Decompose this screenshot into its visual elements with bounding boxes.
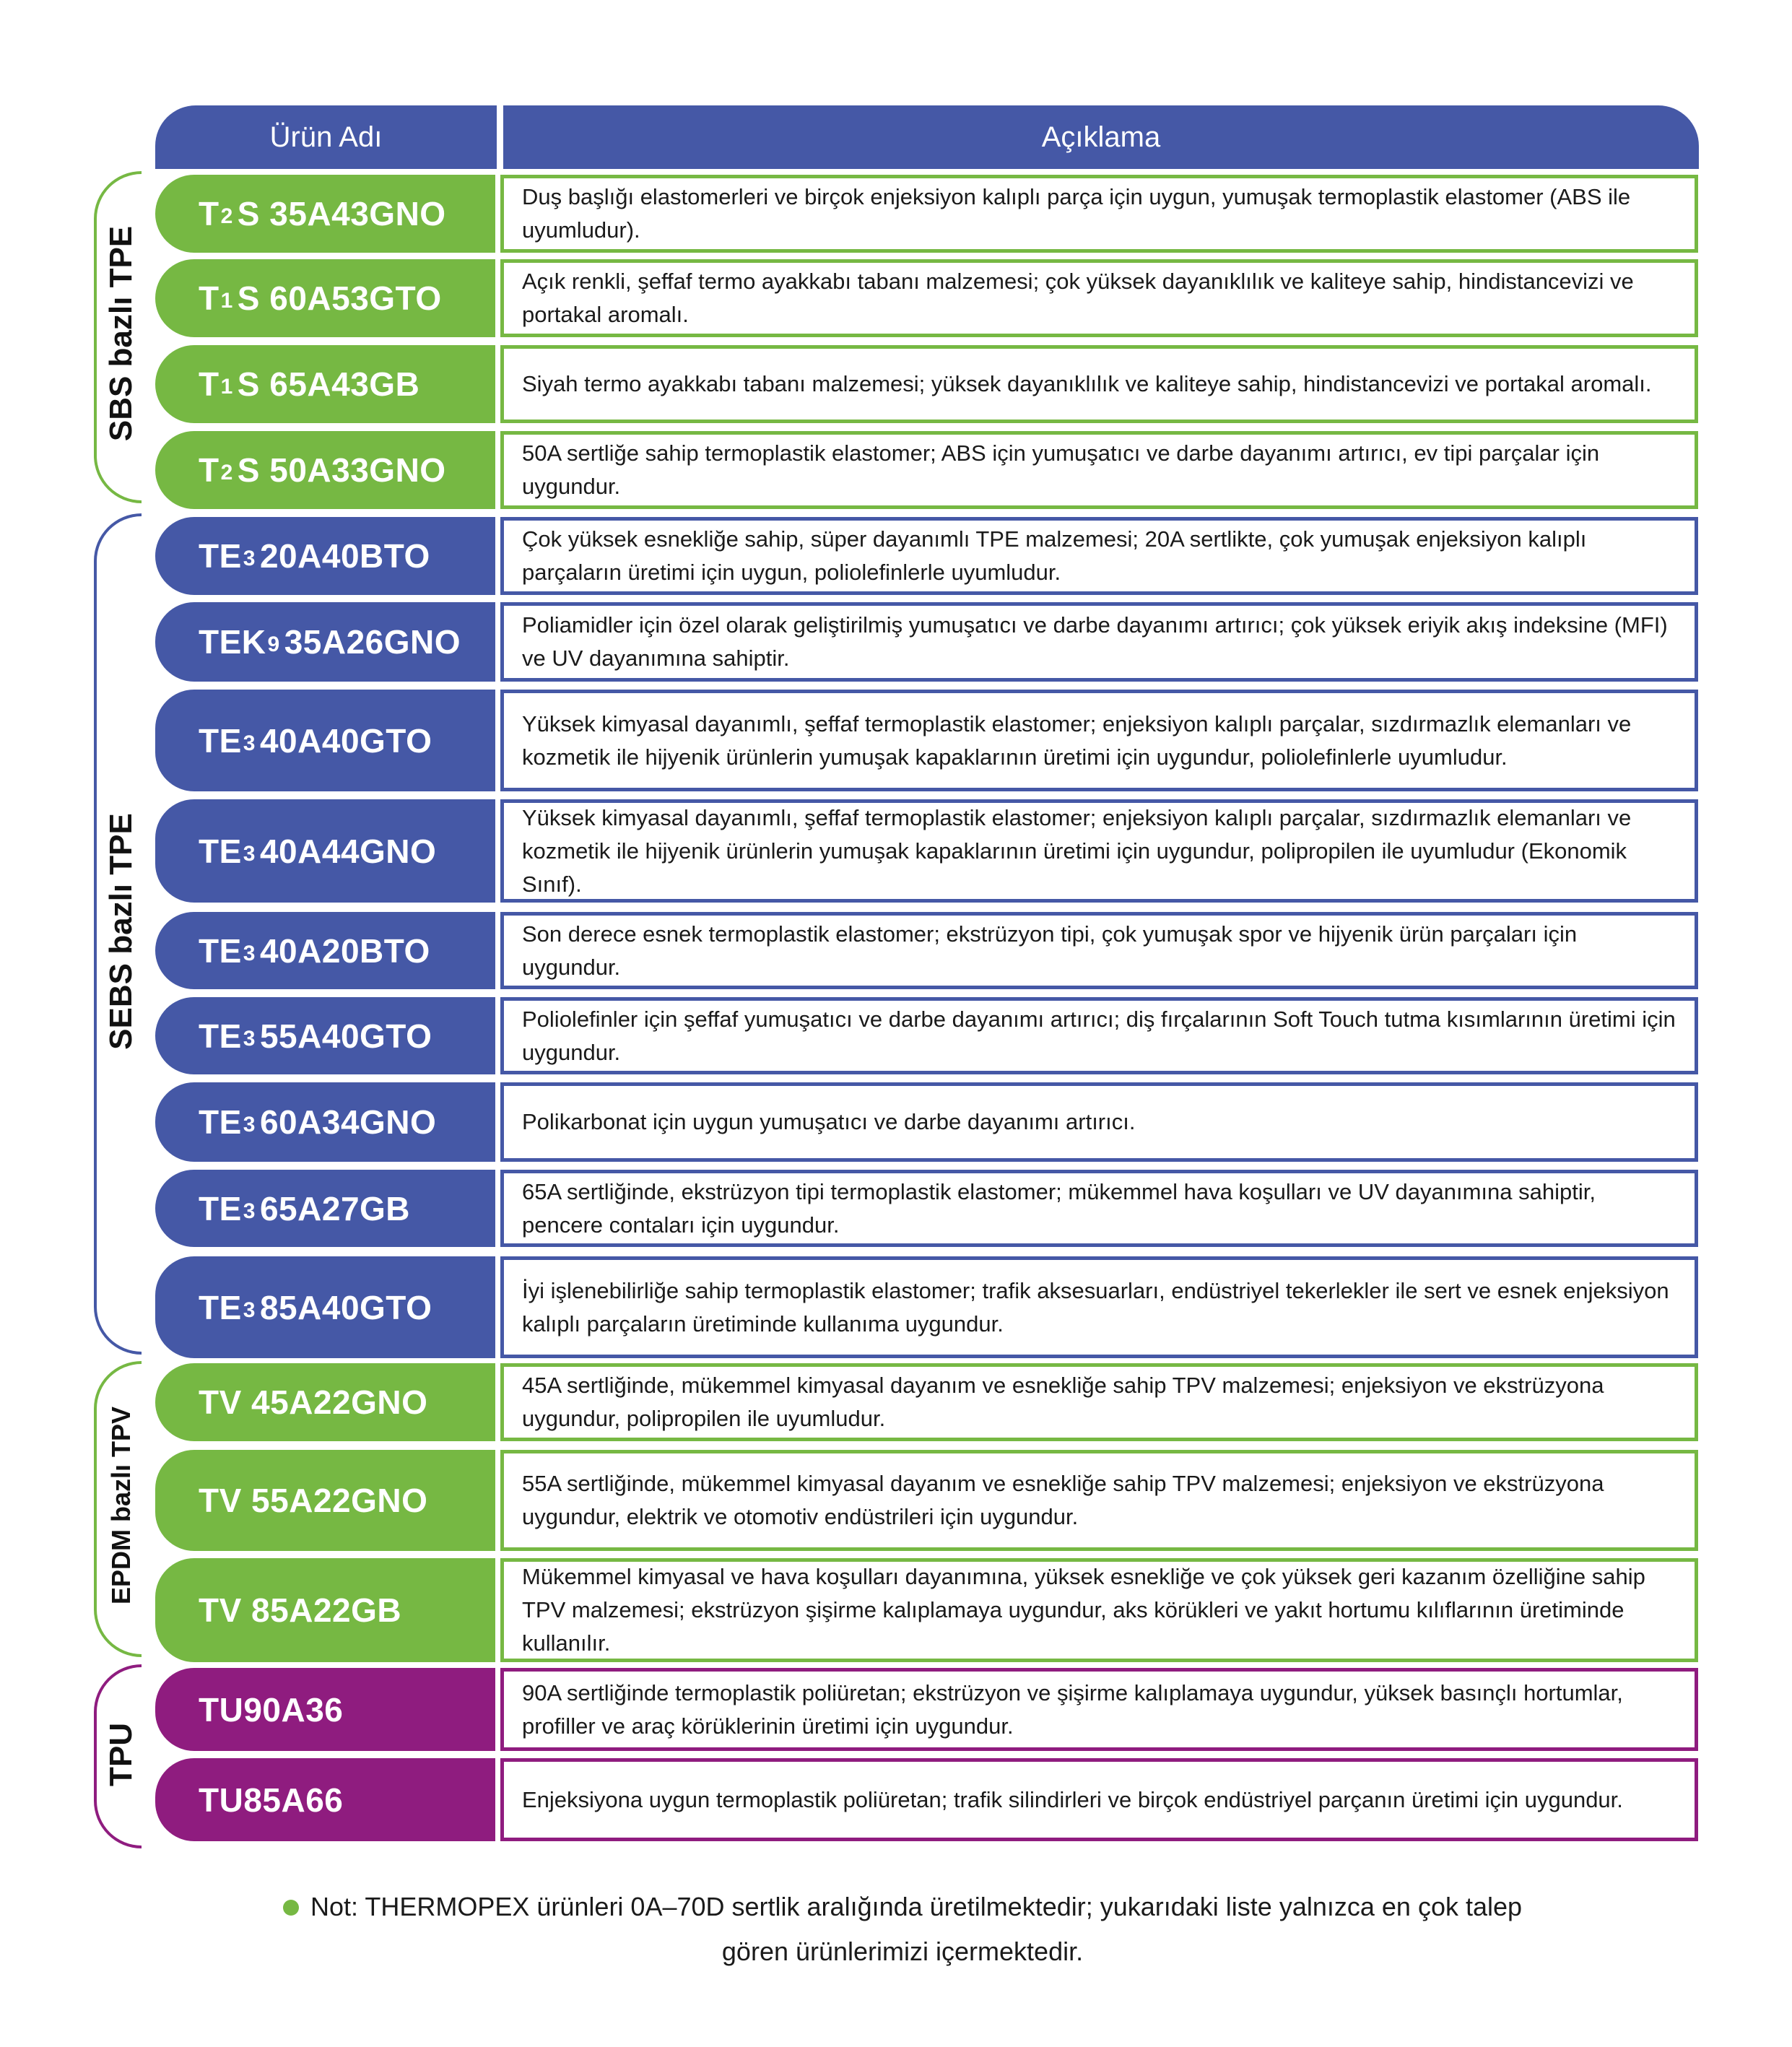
product-name (155, 517, 495, 595)
product-name-code: 20A40BTO (259, 537, 430, 575)
description-cell (500, 1758, 1698, 1841)
product-name-subscript: 2 (220, 204, 233, 228)
description-cell (500, 690, 1698, 791)
description-cell (500, 1082, 1698, 1162)
description-cell (500, 1363, 1698, 1441)
product-name-subscript: 3 (243, 1298, 256, 1322)
description-text: Yüksek kimyasal dayanımlı, şeffaf termoplastik elastomer; enjeksiyon kalıplı parçalar, sızdırmazlık elemanları ve kozmetik ile hijyenik ürünlerin yumuşak kapaklarının üretimi için uygundur, poliolefinlerle uyumludur. (522, 710, 1632, 770)
description-text: Duş başlığı elastomerleri ve birçok enjeksiyon kalıplı parça için uygun, yumuşak termoplastik elastomer (ABS ile uyumludur). (522, 184, 1631, 243)
description-cell (500, 517, 1698, 595)
product-name-prefix: TV 55A22GNO (199, 1482, 428, 1519)
product-name-code: 55A40GTO (259, 1017, 432, 1055)
description-text: Açık renkli, şeffaf termo ayakkabı tabanı malzemesi; çok yüksek dayanıklılık ve kaliteye sahip, hindistancevizi ve portakal aromalı. (522, 269, 1634, 327)
product-name-code: 85A40GTO (259, 1288, 432, 1326)
group-label: SBS bazlı TPE (103, 225, 139, 442)
description-text: İyi işlenebilirliğe sahip termoplastik elastomer; trafik aksesuarları, endüstriyel tekerlekler ile sert ve esnek enjeksiyon kalıplı parçaların üretiminde kullanıma uygundur. (522, 1277, 1669, 1337)
description-cell (500, 912, 1698, 989)
product-name-subscript: 3 (243, 731, 256, 755)
product-name-prefix: TE (199, 931, 242, 970)
description-text: Mükemmel kimyasal ve hava koşulları dayanımına, yüksek esnekliğe ve çok yüksek geri kazanım özelliğine sahip TPV malzemesi; ekstrüzyon şişirme kalıplamaya uygundur, aks körükleri ve yakıt hortumu kılıflarının üretiminde kullanılır. (522, 1564, 1645, 1656)
footnote (274, 1885, 1531, 1974)
product-name-code: 60A34GNO (259, 1103, 437, 1141)
bullet-dot-icon (283, 1900, 299, 1916)
description-text: Enjeksiyona uygun termoplastik poliüretan; trafik silindirleri ve birçok endüstriyel parçanın üretimi için uygundur. (522, 1786, 1623, 1812)
product-name-prefix: TE (199, 1017, 242, 1055)
product-name-subscript: 1 (220, 289, 233, 313)
product-name (155, 175, 495, 253)
product-name-prefix: TV 45A22GNO (199, 1383, 428, 1421)
description-cell (500, 1450, 1698, 1551)
product-name-subscript: 3 (243, 1199, 256, 1223)
product-name-code: 40A44GNO (259, 832, 437, 870)
product-name-prefix: T (199, 279, 219, 317)
description-text: 50A sertliğe sahip termoplastik elastomer; ABS için yumuşatıcı ve darbe dayanımı artırıcı, ev tipi parçalar için uygundur. (522, 440, 1600, 499)
description-cell (500, 602, 1698, 682)
description-text: Siyah termo ayakkabı tabanı malzemesi; yüksek dayanıklılık ve kaliteye sahip, hindistancevizi ve portakal aromalı. (522, 371, 1652, 396)
product-name-code: 40A40GTO (259, 721, 432, 760)
product-name (155, 997, 495, 1074)
description-cell (500, 175, 1698, 253)
description-text: Yüksek kimyasal dayanımlı, şeffaf termoplastik elastomer; enjeksiyon kalıplı parçalar, sızdırmazlık elemanları ve kozmetik ile hijyenik ürünlerin yumuşak kapaklarının üretimi için uygundur, polipropilen ile uyumludur (Ekonomik Sınıf). (522, 804, 1632, 897)
description-cell (500, 1256, 1698, 1358)
description-cell (500, 1668, 1698, 1751)
product-name-prefix: TV 85A22GB (199, 1591, 402, 1629)
product-name-subscript: 3 (243, 1026, 256, 1051)
description-cell (500, 1170, 1698, 1247)
product-name-prefix: TE (199, 721, 242, 760)
product-name-prefix: TEK (199, 623, 266, 661)
product-name-subscript: 2 (220, 461, 233, 484)
product-name (155, 602, 495, 682)
product-name-prefix: TE (199, 537, 242, 575)
product-name-subscript: 3 (243, 941, 256, 965)
description-text: Poliamidler için özel olarak geliştirilmiş yumuşatıcı ve darbe dayanımı artırıcı; çok yüksek eriyik akış indeksine (MFI) ve UV dayanımına sahiptir. (522, 612, 1668, 671)
product-name-prefix: TU90A36 (199, 1690, 344, 1729)
product-name (155, 1758, 495, 1841)
product-name-subscript: 9 (267, 633, 280, 656)
product-name (155, 345, 495, 423)
product-name (155, 1082, 495, 1162)
product-name (155, 1668, 495, 1751)
description-cell (500, 259, 1698, 337)
description-text: 65A sertliğinde, ekstrüzyon tipi termoplastik elastomer; mükemmel hava koşulları ve UV dayanımına sahiptir, pencere contaları için uygundur. (522, 1178, 1596, 1238)
description-text: Polikarbonat için uygun yumuşatıcı ve darbe dayanımı artırıcı. (522, 1109, 1136, 1134)
group-label: TPU (103, 1723, 139, 1786)
description-cell (500, 799, 1698, 903)
product-name-code: S 50A33GNO (237, 451, 446, 489)
description-text: 55A sertliğinde, mükemmel kimyasal dayanım ve esnekliğe sahip TPV malzemesi; enjeksiyon ve ekstrüzyona uygundur, elektrik ve otomotiv endüstrileri için uygundur. (522, 1471, 1604, 1529)
product-name-prefix: TE (199, 832, 242, 870)
product-name (155, 1363, 495, 1441)
description-text: Poliolefinler için şeffaf yumuşatıcı ve darbe dayanımı artırıcı; diş fırçalarının Soft Touch tutma kısımlarının üretimi için uygundur. (522, 1006, 1676, 1065)
product-name (155, 690, 495, 791)
product-name-subscript: 3 (243, 1113, 256, 1137)
product-name-subscript: 1 (220, 375, 233, 399)
description-text: Çok yüksek esnekliğe sahip, süper dayanımlı TPE malzemesi; 20A sertlikte, çok yumuşak enjeksiyon kalıplı parçaların üretimi için uygun, poliolefinlerle uyumludur. (522, 526, 1587, 585)
product-name-code: S 35A43GNO (237, 195, 446, 232)
product-name-code: 35A26GNO (284, 623, 461, 661)
product-name-prefix: T (199, 365, 219, 403)
product-name-code: 40A20BTO (259, 931, 430, 970)
product-name (155, 799, 495, 903)
description-cell (500, 345, 1698, 423)
product-name-prefix: T (199, 195, 219, 232)
product-name (155, 1256, 495, 1358)
product-name-code: S 60A53GTO (237, 279, 442, 317)
product-name-prefix: TE (199, 1288, 242, 1326)
product-name-code: S 65A43GB (237, 365, 420, 403)
product-name-subscript: 3 (243, 841, 256, 866)
description-text: 45A sertliğinde, mükemmel kimyasal dayanım ve esnekliğe sahip TPV malzemesi; enjeksiyon ve ekstrüzyona uygundur, polipropilen ile uyumludur. (522, 1373, 1604, 1431)
group-label: SEBS bazlı TPE (103, 813, 139, 1050)
product-name (155, 912, 495, 989)
product-name (155, 1170, 495, 1247)
product-name-code: 65A27GB (259, 1189, 411, 1227)
product-name-prefix: T (199, 451, 219, 489)
description-cell (500, 997, 1698, 1074)
footnote-text: Not: THERMOPEX ürünleri 0A–70D sertlik aralığında üretilmektedir; yukarıdaki liste yalnızca en çok talep gören ürünlerimizi içermektedir. (310, 1892, 1523, 1966)
header-description: Açıklama (503, 105, 1699, 169)
product-name-prefix: TU85A66 (199, 1781, 344, 1819)
description-text: Son derece esnek termoplastik elastomer; ekstrüzyon tipi, çok yumuşak spor ve hijyenik ürün parçaları için uygundur. (522, 921, 1578, 980)
product-name (155, 1450, 495, 1551)
product-name-subscript: 3 (243, 547, 256, 570)
product-name (155, 1558, 495, 1662)
description-cell (500, 1558, 1698, 1662)
description-cell (500, 431, 1698, 509)
product-name (155, 259, 495, 337)
product-name-prefix: TE (199, 1189, 242, 1227)
description-text: 90A sertliğinde termoplastik poliüretan; ekstrüzyon ve şişirme kalıplamaya uygundur, yüksek basınçlı hortumlar, profiller ve araç körüklerinin üretimi için uygundur. (522, 1679, 1623, 1739)
product-name-prefix: TE (199, 1103, 242, 1141)
header-product-name: Ürün Adı (155, 105, 497, 169)
product-name (155, 431, 495, 509)
group-label: EPDM bazlı TPV (106, 1406, 136, 1605)
